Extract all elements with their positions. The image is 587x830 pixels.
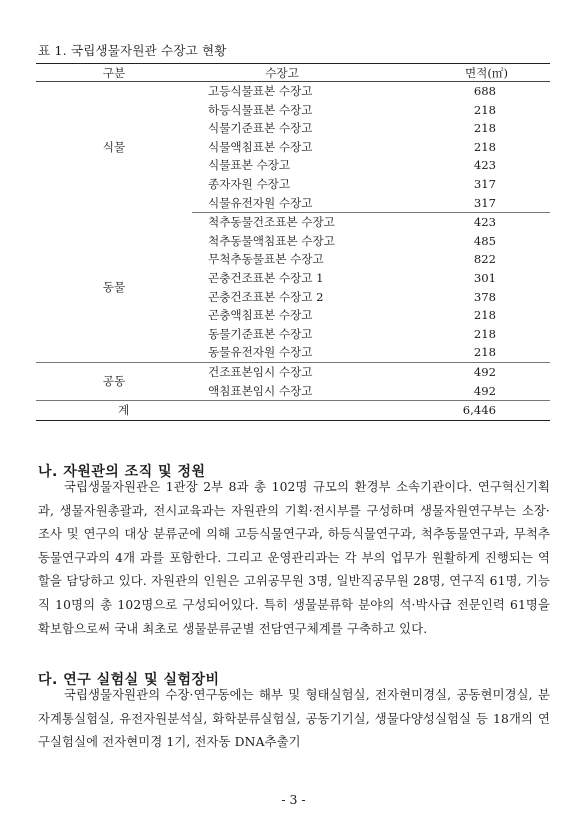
table-header-row [36, 64, 550, 82]
storage-area: 218 [473, 308, 496, 323]
storage-name: 척추동물건조표본 수장고 [208, 215, 335, 230]
table-row [36, 213, 550, 232]
total-spacer [192, 401, 372, 421]
storage-name: 식물표본 수장고 [208, 158, 291, 173]
storage-name: 동물기준표본 수장고 [208, 326, 313, 341]
table-row [36, 362, 550, 381]
section-heading-laboratories: 다. 연구 실험실 및 실험장비 [38, 672, 220, 688]
section-body-organization: 국립생물자원관은 1관장 2부 8과 총 102명 규모의 환경부 소속기관이다. 연구혁신기획과, 생물자원총괄과, 전시교육과는 자원관의 기획·전시부를 구성하며 생물자원연구부는 소장·조사 및 연구의 대상 분류군에 의해 고등식물연구과, 하등식물연구과, 척추동물연구과, 무척추동물연구과의 4개 과를 포함한다. 그리고 운영관리과는 각 부의 업무가 원활하게 진행되는 역할을 담당하고 있다. 자원관의 인원은 고위공무원 3명, 일반직공무원 28명, 연구직 61명, 기능직 10명의 총 102명으로 구성되어있다. 특히 생물분류학 분야의 석·박사급 전문인력 61명을 확보함으로써 국내 최초로 생물분류군별 전담연구체계를 구축하고 있다. [38, 480, 550, 636]
table-row [36, 82, 550, 101]
header-storage: 수장고 [192, 64, 372, 82]
storage-area: 492 [473, 364, 496, 379]
storage-area: 218 [473, 121, 496, 136]
total-label: 계 [36, 401, 192, 421]
storage-name: 종자자원 수장고 [208, 176, 291, 191]
header-category: 구분 [36, 64, 192, 82]
storage-area: 317 [473, 176, 496, 191]
storage-area: 485 [473, 233, 496, 248]
storage-name: 척추동물액침표본 수장고 [208, 233, 335, 248]
table-caption: 표 1. 국립생물자원관 수장고 현황 [38, 43, 227, 58]
storage-area: 317 [372, 194, 550, 213]
storage-name: 액침표본임시 수장고 [192, 382, 372, 401]
storage-name: 식물유전자원 수장고 [192, 194, 372, 213]
table-total-row [36, 401, 550, 421]
header-area: 면적(㎡) [372, 64, 550, 82]
storage-area: 218 [473, 139, 496, 154]
storage-area: 492 [372, 382, 550, 401]
storage-name: 무척추동물표본 수장고 [208, 252, 324, 267]
storage-name: 동물유전자원 수장고 [192, 343, 372, 362]
storage-area: 688 [473, 84, 496, 98]
storage-name: 건조표본임시 수장고 [208, 364, 313, 379]
storage-area: 822 [473, 252, 496, 267]
storage-name: 곤충건조표본 수장고 1 [208, 270, 324, 285]
storage-area: 218 [473, 326, 496, 341]
storage-area: 423 [473, 215, 496, 230]
storage-area: 218 [473, 102, 496, 117]
total-area: 6,446 [372, 401, 550, 421]
category-animal: 동물 [36, 213, 192, 363]
storage-area: 301 [473, 270, 496, 285]
category-common: 공동 [36, 362, 192, 400]
storage-area: 218 [372, 343, 550, 362]
category-plant: 식물 [102, 140, 126, 155]
storage-name: 고등식물표본 수장고 [208, 84, 313, 98]
storage-table [36, 63, 550, 421]
storage-name: 하등식물표본 수장고 [208, 102, 313, 117]
page-number: - 3 - [281, 792, 306, 807]
storage-name: 곤충액침표본 수장고 [208, 308, 313, 323]
storage-name: 식물기준표본 수장고 [208, 121, 313, 136]
storage-name: 식물액침표본 수장고 [208, 139, 313, 154]
storage-name: 곤충건조표본 수장고 2 [208, 289, 324, 304]
section-heading-organization: 나. 자원관의 조직 및 정원 [38, 464, 206, 480]
storage-area: 423 [473, 158, 496, 173]
storage-area: 378 [473, 289, 496, 304]
section-body-laboratories: 국립생물자원관의 수장·연구동에는 해부 및 형태실험실, 전자현미경실, 공동현미경실, 분자계통실험실, 유전자원분석실, 화학분류실험실, 공동기기실, 생물다양성실험실 등 18개의 연구실험실에 전자현미경 1기, 전자동 DNA추출기 [38, 688, 550, 750]
